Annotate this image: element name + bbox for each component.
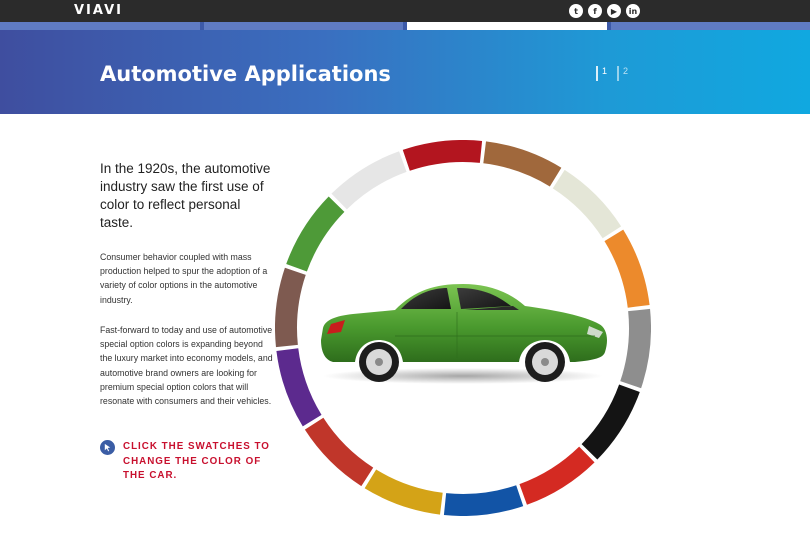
twitter-icon[interactable]: t bbox=[569, 4, 583, 18]
swatch-gold[interactable] bbox=[365, 469, 443, 514]
swatch-red[interactable] bbox=[519, 447, 594, 505]
viavi-logo[interactable]: VIAVI bbox=[74, 3, 123, 18]
facebook-icon[interactable]: f bbox=[588, 4, 602, 18]
swatch-pearl[interactable] bbox=[553, 170, 621, 238]
color-wheel bbox=[275, 140, 651, 516]
progress-segment[interactable] bbox=[0, 22, 200, 30]
swatch-blue[interactable] bbox=[444, 485, 523, 516]
body-paragraph-2: Fast-forward to today and use of automotive special option colors is expanding beyond the luxury market into economy models, and automotive brand owners are looking for premium special option colors that will resonate with consumers and their vehicles. bbox=[100, 325, 273, 407]
swatch-instruction-text: CLICK THE SWATCHES TO CHANGE THE COLOR OF THE CAR. bbox=[123, 441, 270, 482]
section-progress bbox=[0, 22, 810, 30]
swatch-white[interactable] bbox=[331, 151, 406, 209]
car-illustration bbox=[321, 284, 607, 384]
swatch-copper[interactable] bbox=[483, 141, 561, 186]
page-header bbox=[0, 30, 810, 114]
pointer-icon bbox=[100, 440, 115, 455]
swatch-crimson[interactable] bbox=[403, 140, 482, 171]
swatch-orange[interactable] bbox=[604, 230, 649, 308]
body-paragraph-1: Consumer behavior coupled with mass production helped to spur the adoption of a variety of color options in the automotive industry. bbox=[100, 252, 268, 305]
swatch-black[interactable] bbox=[582, 384, 640, 459]
progress-segment[interactable] bbox=[204, 22, 404, 30]
front-wheel bbox=[525, 342, 565, 382]
swatch-bronze-red[interactable] bbox=[305, 418, 373, 486]
pager bbox=[596, 66, 628, 81]
page-title: Automotive Applications bbox=[100, 62, 391, 86]
rear-wheel bbox=[359, 342, 399, 382]
swatch-mocha[interactable] bbox=[275, 268, 306, 347]
progress-segment[interactable] bbox=[611, 22, 810, 30]
social-links bbox=[569, 4, 640, 18]
top-bar bbox=[0, 0, 810, 22]
swatch-purple[interactable] bbox=[276, 348, 321, 426]
progress-segment-active[interactable] bbox=[407, 22, 607, 30]
swatch-instruction bbox=[100, 440, 280, 484]
swatch-green[interactable] bbox=[286, 196, 344, 271]
linkedin-icon[interactable]: in bbox=[626, 4, 640, 18]
intro-text: In the 1920s, the automotive industry saw the first use of color to reflect personal taste. bbox=[100, 161, 271, 230]
pager-page-1[interactable]: 1 bbox=[596, 66, 607, 81]
youtube-icon[interactable]: ▶ bbox=[607, 4, 621, 18]
swatch-silver[interactable] bbox=[620, 309, 651, 388]
pager-page-2[interactable]: 2 bbox=[617, 66, 628, 81]
